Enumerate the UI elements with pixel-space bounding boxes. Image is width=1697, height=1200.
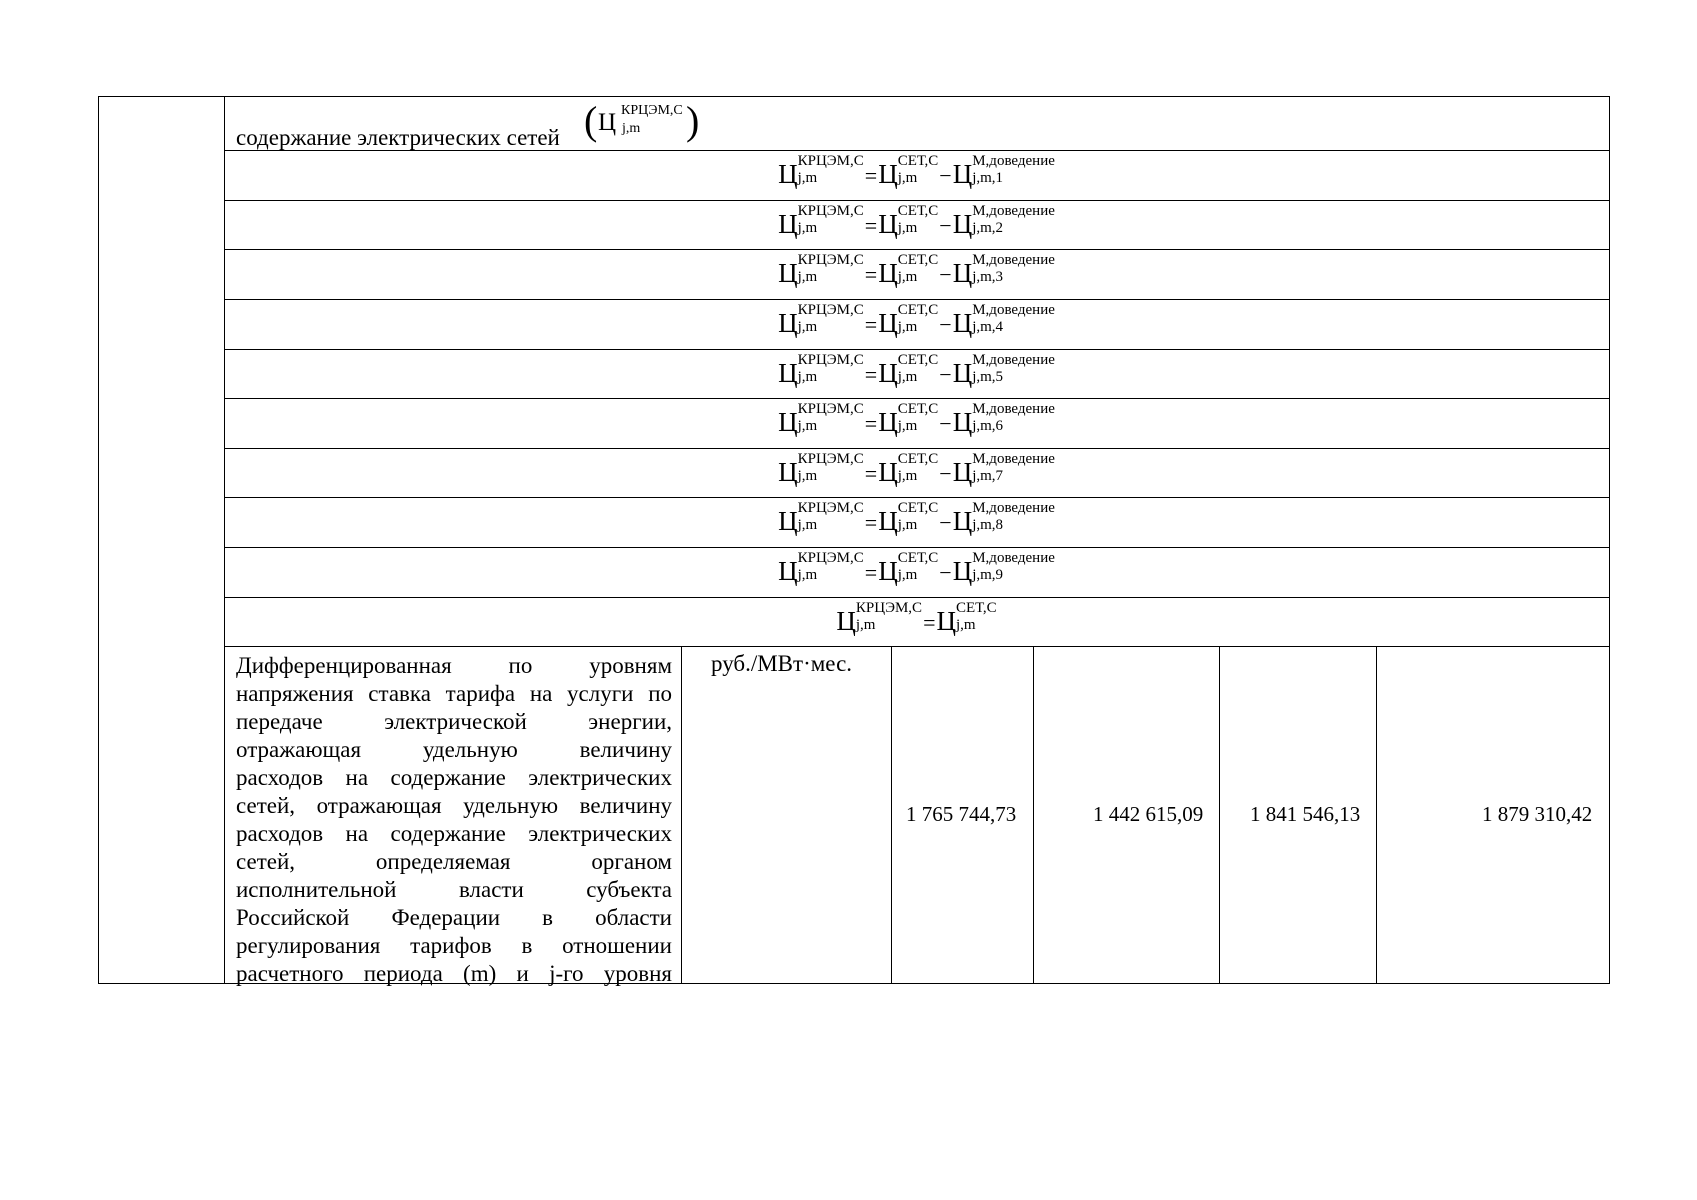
row-divider (224, 249, 1610, 250)
lhs-symbol: Ц (778, 407, 798, 437)
lhs-sub: j,m (797, 369, 818, 385)
left-paren: ( (584, 98, 598, 143)
adjustment-symbol: Ц (952, 407, 973, 437)
equals-sign: = (864, 213, 878, 238)
unit-label: руб./МВт·мес. (711, 651, 853, 676)
network-rate-indices (897, 352, 939, 386)
equals-sign: = (864, 560, 878, 585)
table-border-top (98, 96, 1610, 97)
lhs-sup: КРЦЭМ,С (797, 153, 864, 169)
network-rate-sup: СЕТ,С (897, 302, 939, 318)
header-sup: КРЦЭМ,С (621, 103, 683, 118)
table-border-right (1609, 96, 1610, 984)
description-line: сетей, определяемая органом (236, 849, 672, 874)
minus-sign: − (939, 163, 952, 188)
lhs-sup: КРЦЭМ,С (797, 550, 864, 566)
column-divider-4 (1033, 646, 1034, 984)
rate-description (236, 652, 672, 988)
lhs-sub: j,m (797, 567, 818, 583)
adjustment-sub: j,m,2 (972, 220, 1004, 236)
lhs-indices (797, 302, 864, 336)
adjustment-sup: М,доведение (972, 451, 1055, 467)
network-rate-indices (897, 203, 939, 237)
column-divider-2 (681, 646, 682, 984)
lhs-sup: КРЦЭМ,С (797, 401, 864, 417)
network-rate-sup: СЕТ,С (956, 600, 997, 616)
adjustment-symbol: Ц (952, 159, 973, 189)
lhs-sub: j,m (797, 170, 818, 186)
column-divider-3 (891, 646, 892, 984)
formula-row (224, 550, 1609, 588)
adjustment-sub: j,m,1 (972, 170, 1004, 186)
minus-sign: − (939, 213, 952, 238)
network-rate-sub: j,m (897, 418, 918, 434)
adjustment-sub: j,m,9 (972, 567, 1004, 583)
lhs-sub: j,m (797, 468, 818, 484)
adjustment-sup: М,доведение (972, 550, 1055, 566)
minus-sign: − (939, 312, 952, 337)
lhs-sup: КРЦЭМ,С (797, 451, 864, 467)
description-line: расчетного периода (m) и j-го уровня (236, 961, 672, 986)
adjustment-sup: М,доведение (972, 500, 1055, 516)
lhs-sup: КРЦЭМ,С (797, 500, 864, 516)
lhs-sub: j,m (797, 269, 818, 285)
network-rate-symbol: Ц (878, 506, 898, 536)
tariff-symbol: Ц (598, 109, 617, 136)
network-rate-sup: СЕТ,С (897, 252, 939, 268)
lhs-symbol: Ц (778, 556, 798, 586)
lhs-indices (797, 550, 864, 584)
adjustment-sup: М,доведение (972, 252, 1055, 268)
equals-sign: = (864, 411, 878, 436)
row-divider (224, 646, 1610, 647)
lhs-indices (797, 451, 864, 485)
equals-sign: = (923, 610, 936, 635)
formula-row (224, 153, 1609, 191)
column-divider-6 (1376, 646, 1377, 984)
network-rate-sub: j,m (897, 220, 918, 236)
network-rate-indices (897, 252, 939, 286)
row-divider (224, 448, 1610, 449)
network-rate-sup: СЕТ,С (897, 153, 939, 169)
network-rate-symbol: Ц (878, 358, 898, 388)
lhs-sub: j,m (797, 418, 818, 434)
lhs-indices (855, 600, 923, 634)
lhs-symbol: Ц (836, 606, 856, 636)
adjustment-sub: j,m,5 (972, 369, 1004, 385)
lhs-sub: j,m (855, 617, 876, 633)
lhs-sup: КРЦЭМ,С (797, 352, 864, 368)
row-divider (224, 349, 1610, 350)
description-line: передаче электрической энергии, (236, 709, 672, 734)
row-divider (224, 398, 1610, 399)
adjustment-sup: М,доведение (972, 352, 1055, 368)
adjustment-sub: j,m,4 (972, 319, 1004, 335)
value-cell-4: 1 879 310,42 (1482, 802, 1593, 826)
lhs-indices (797, 401, 864, 435)
network-rate-sub: j,m (897, 517, 918, 533)
lhs-symbol: Ц (778, 258, 798, 288)
formula-row (224, 500, 1609, 538)
description-line: отражающая удельную величину (236, 737, 672, 762)
column-divider-5 (1219, 646, 1220, 984)
adjustment-symbol: Ц (952, 209, 973, 239)
header-sub: j,m (622, 121, 641, 136)
network-rate-symbol: Ц (878, 457, 898, 487)
minus-sign: − (939, 461, 952, 486)
description-line: исполнительной власти субъекта (236, 877, 672, 902)
network-rate-symbol: Ц (878, 556, 898, 586)
adjustment-sup: М,доведение (972, 203, 1055, 219)
lhs-indices (797, 153, 864, 187)
network-rate-sup: СЕТ,С (897, 352, 939, 368)
lhs-indices (797, 203, 864, 237)
description-line: сетей, отражающая удельную величину (236, 793, 672, 818)
network-rate-sup: СЕТ,С (897, 451, 939, 467)
network-rate-indices (897, 451, 939, 485)
network-rate-indices (897, 401, 939, 435)
final-formula-row (224, 600, 1609, 638)
network-rate-indices (897, 550, 939, 584)
network-rate-symbol: Ц (878, 407, 898, 437)
lhs-sub: j,m (797, 220, 818, 236)
adjustment-indices (972, 252, 1055, 286)
lhs-indices (797, 252, 864, 286)
adjustment-indices (972, 451, 1055, 485)
adjustment-indices (972, 302, 1055, 336)
right-paren: ) (686, 98, 700, 143)
minus-sign: − (939, 362, 952, 387)
network-rate-indices (897, 302, 939, 336)
row-divider (224, 547, 1610, 548)
adjustment-sub: j,m,7 (972, 468, 1004, 484)
adjustment-indices (972, 500, 1055, 534)
network-rate-sup: СЕТ,С (897, 203, 939, 219)
network-rate-symbol: Ц (878, 209, 898, 239)
value-cell-1: 1 765 744,73 (906, 802, 1017, 826)
row-divider (224, 497, 1610, 498)
adjustment-sub: j,m,6 (972, 418, 1004, 434)
network-rate-indices (897, 153, 939, 187)
lhs-symbol: Ц (778, 159, 798, 189)
adjustment-symbol: Ц (952, 308, 973, 338)
network-rate-sub: j,m (897, 269, 918, 285)
network-rate-sup: СЕТ,С (897, 500, 939, 516)
row-divider (224, 597, 1610, 598)
network-rate-sub: j,m (956, 617, 976, 633)
adjustment-symbol: Ц (952, 457, 973, 487)
formula-row (224, 401, 1609, 439)
value-cell-3: 1 841 546,13 (1250, 802, 1361, 826)
network-rate-sub: j,m (897, 170, 918, 186)
network-rate-symbol: Ц (878, 159, 898, 189)
row-divider (224, 200, 1610, 201)
network-rate-sup: СЕТ,С (897, 401, 939, 417)
network-rate-sub: j,m (897, 319, 918, 335)
lhs-sup: КРЦЭМ,С (797, 302, 864, 318)
formula-row (224, 352, 1609, 390)
lhs-symbol: Ц (778, 358, 798, 388)
header-cell-text: содержание электрических сетей (236, 125, 560, 150)
row-divider (224, 299, 1610, 300)
adjustment-symbol: Ц (952, 506, 973, 536)
network-rate-sub: j,m (897, 567, 918, 583)
formula-row (224, 203, 1609, 241)
adjustment-sup: М,доведение (972, 401, 1055, 417)
lhs-sup: КРЦЭМ,С (797, 203, 864, 219)
minus-sign: − (939, 411, 952, 436)
equals-sign: = (864, 262, 878, 287)
adjustment-indices (972, 203, 1055, 237)
adjustment-sub: j,m,8 (972, 517, 1004, 533)
table-border-left (98, 96, 99, 984)
formula-row (224, 302, 1609, 340)
network-rate-indices (956, 600, 997, 634)
network-rate-sub: j,m (897, 468, 918, 484)
formula-row (224, 451, 1609, 489)
lhs-indices (797, 352, 864, 386)
network-rate-sub: j,m (897, 369, 918, 385)
description-line: Дифференцированная по уровням (236, 653, 672, 678)
adjustment-sup: М,доведение (972, 153, 1055, 169)
lhs-symbol: Ц (778, 308, 798, 338)
lhs-symbol: Ц (778, 457, 798, 487)
lhs-sup: КРЦЭМ,С (855, 600, 923, 616)
equals-sign: = (864, 362, 878, 387)
network-rate-sup: СЕТ,С (897, 550, 939, 566)
description-line: напряжения ставка тарифа на услуги по (236, 681, 672, 706)
lhs-sub: j,m (797, 517, 818, 533)
network-rate-symbol: Ц (878, 258, 898, 288)
equals-sign: = (864, 163, 878, 188)
description-line: Российской Федерации в области (236, 905, 672, 930)
description-line: регулирования тарифов в отношении (236, 933, 672, 958)
adjustment-symbol: Ц (952, 556, 973, 586)
adjustment-indices (972, 153, 1055, 187)
adjustment-symbol: Ц (952, 358, 973, 388)
equals-sign: = (864, 312, 878, 337)
adjustment-sup: М,доведение (972, 302, 1055, 318)
adjustment-sub: j,m,3 (972, 269, 1004, 285)
lhs-indices (797, 500, 864, 534)
adjustment-symbol: Ц (952, 258, 973, 288)
minus-sign: − (939, 510, 952, 535)
equals-sign: = (864, 461, 878, 486)
network-rate-indices (897, 500, 939, 534)
value-cell-2: 1 442 615,09 (1093, 802, 1204, 826)
network-rate-symbol: Ц (878, 308, 898, 338)
formula-row (224, 252, 1609, 290)
network-rate-symbol: Ц (936, 606, 956, 636)
adjustment-indices (972, 401, 1055, 435)
equals-sign: = (864, 510, 878, 535)
adjustment-indices (972, 550, 1055, 584)
description-line: расходов на содержание электрических (236, 821, 672, 846)
description-line: расходов на содержание электрических (236, 765, 672, 790)
lhs-symbol: Ц (778, 506, 798, 536)
lhs-symbol: Ц (778, 209, 798, 239)
lhs-sup: КРЦЭМ,С (797, 252, 864, 268)
minus-sign: − (939, 262, 952, 287)
minus-sign: − (939, 560, 952, 585)
lhs-sub: j,m (797, 319, 818, 335)
adjustment-indices (972, 352, 1055, 386)
